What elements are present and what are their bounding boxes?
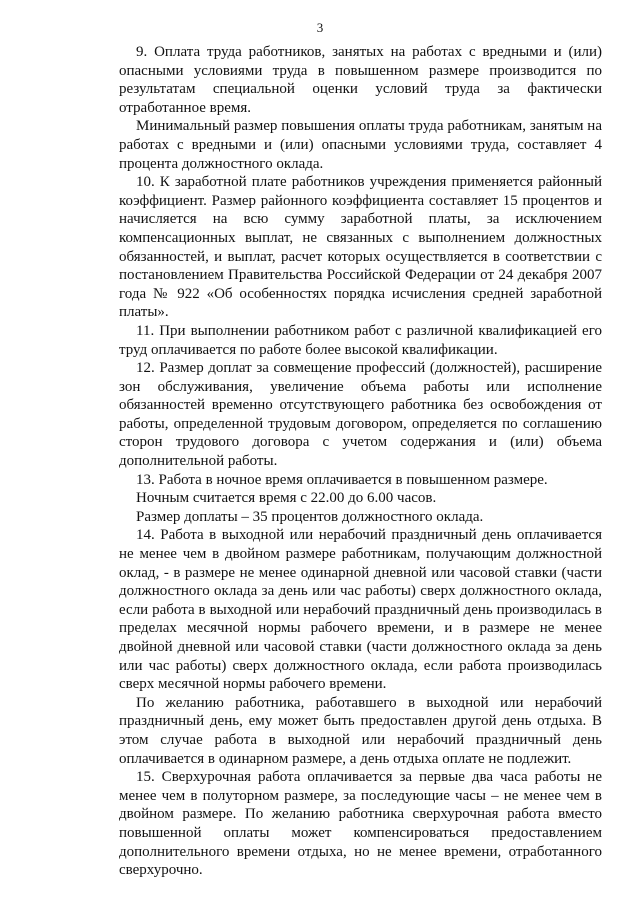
page-number: 3 (316, 20, 324, 35)
paragraph-10: 10. К заработной плате работников учреждения применяется районный коэффициент. Размер районного коэффициента составляет 15 процентов и начисляется на всю сумму заработной платы, за исключением компенсационных выплат, не связанных с выполнением должностных обязанностей, и выплат, расчет которых осуществляется в соответствии с постановлением Правительства Российской Федерации от 24 декабря 2007 года № 922 «Об особенностях порядка исчисления средней заработной платы». (119, 174, 602, 321)
paragraph-13-surcharge: Размер доплаты – 35 процентов должностного оклада. (136, 508, 484, 525)
paragraph-13-night-hours: Ночным считается время с 22.00 до 6.00 часов. (136, 490, 437, 507)
paragraph-9-min-increase: Минимальный размер повышения оплаты труда работникам, занятым на работах с вредными и (или) опасными условиями труда, составляет 4 процента должностного оклада. (119, 118, 602, 172)
paragraph-14-day-off: По желанию работника, работавшего в выходной или нерабочий праздничный день, ему может быть предоставлен другой день отдыха. В этом случае работа в выходной или нерабочий праздничный день оплачивается в одинарном размере, а день отдыха оплате не подлежит. (119, 694, 602, 767)
paragraph-9: 9. Оплата труда работников, занятых на работах с вредными и (или) опасными условиями труда в повышенном размере производится по результатам специальной оценки условий труда за фактически отработанное время. (119, 44, 602, 116)
paragraph-13: 13. Работа в ночное время оплачивается в повышенном размере. (136, 471, 548, 488)
paragraph-12: 12. Размер доплат за совмещение профессий (должностей), расширение зон обслуживания, увеличение объема работы или исполнение обязанностей временно отсутствующего работника без освобождения от работы, определенной трудовым договором, определяется по соглашению сторон трудового договора с учетом содержания и (или) объема дополнительной работы. (119, 360, 602, 470)
document-body (119, 43, 602, 880)
paragraph-15: 15. Сверхурочная работа оплачивается за первые два часа работы не менее чем в полуторном размере, за последующие часы – не менее чем в двойном размере. По желанию работника сверхурочная работа вместо повышенной оплаты может компенсироваться предоставлением дополнительного времени отдыха, но не менее времени, отработанного сверхурочно. (119, 769, 602, 879)
paragraph-14: 14. Работа в выходной или нерабочий праздничный день оплачивается не менее чем в двойном размере работникам, получающим должностной оклад, - в размере не менее одинарной дневной или часовой ставки (части должностного оклада за день или час работы) сверх должностного оклада, если работа в выходной или нерабочий праздничный день производилась в пределах месячной нормы рабочего времени, и в размере не менее двойной дневной или часовой ставки (части должностного оклада за день или час работы) сверх должностного оклада, если работа производилась сверх месячной нормы рабочего времени. (119, 527, 602, 693)
paragraph-11: 11. При выполнении работником работ с различной квалификацией его труд оплачивается по работе более высокой квалификации. (119, 322, 602, 358)
